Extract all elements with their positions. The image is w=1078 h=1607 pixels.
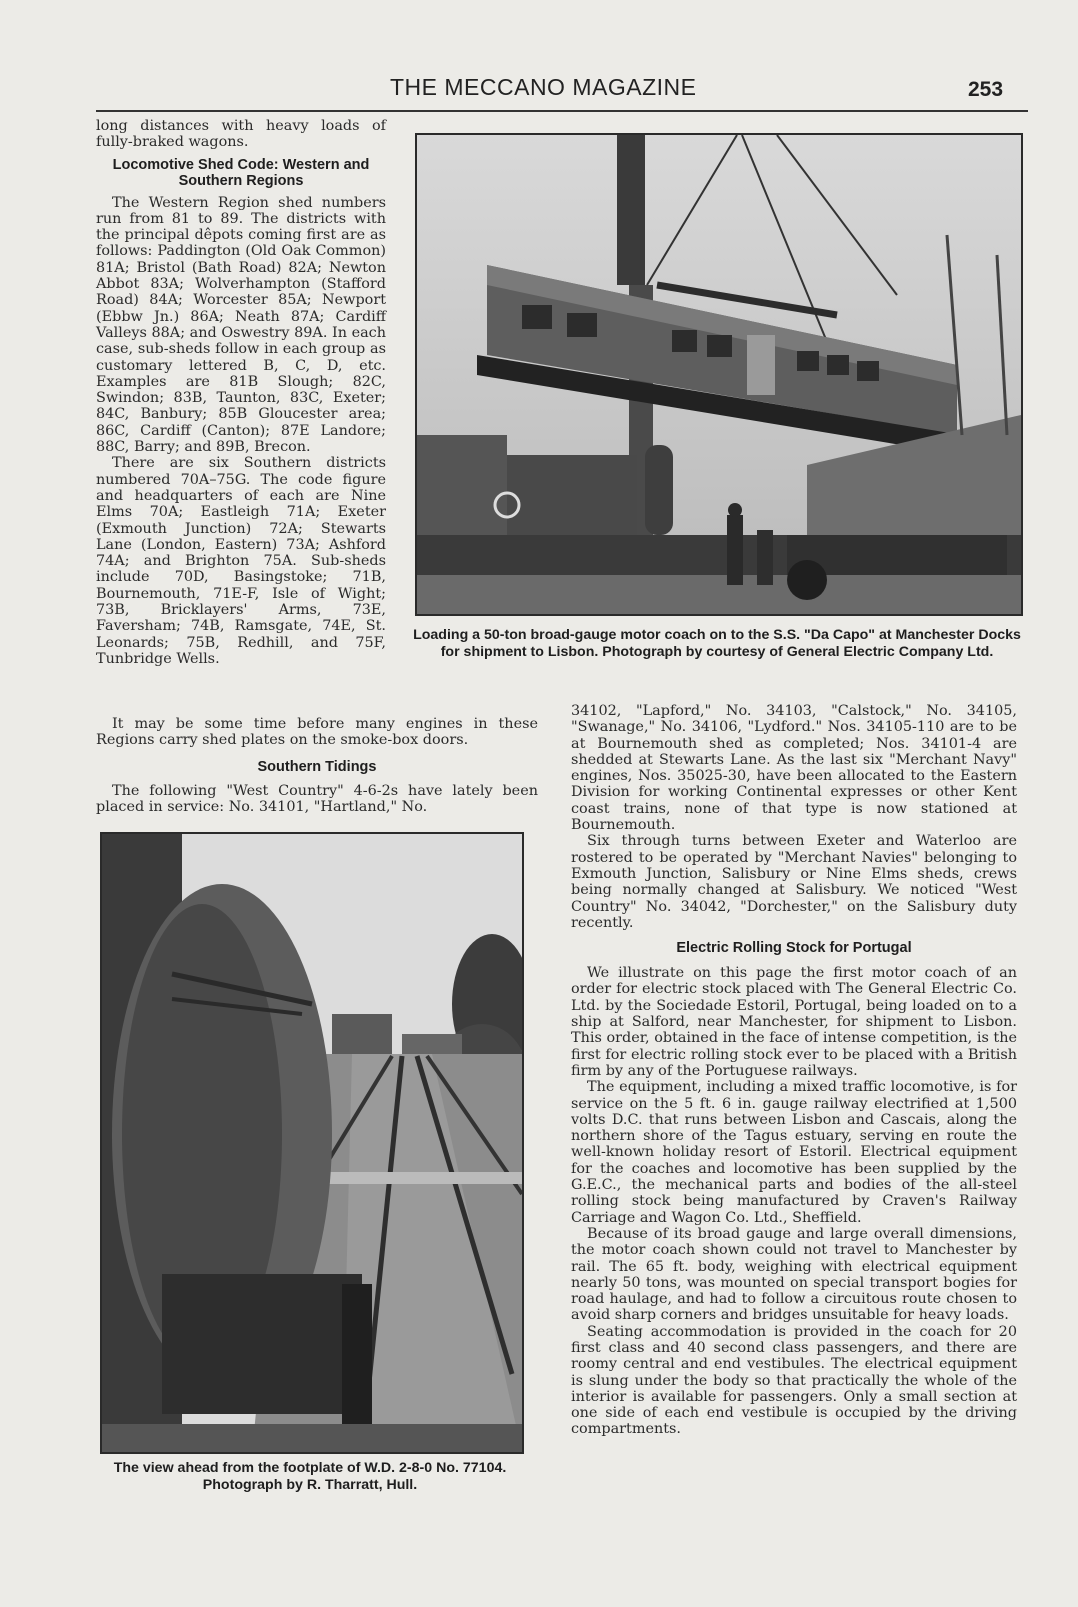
photo-loading-coach — [415, 133, 1023, 616]
footplate-photo-image — [102, 834, 522, 1452]
top-photo-caption: Loading a 50-ton broad-gauge motor coach on to the S.S. "Da Capo" at Manchester Docks for shipment to Lisbon. Photograph by courtesy of General Electric Company Ltd. — [413, 627, 1021, 660]
photo-footplate-view — [100, 832, 524, 1454]
heading-electric-portugal: Electric Rolling Stock for Portugal — [676, 940, 912, 957]
paragraph-through-turns: Six through turns between Exeter and Waterloo are rostered to be operated by "Merchant Navies" belonging to Exmouth Junction, Salisbury or Nine Elms sheds, crews being normally changed at Salisbury. We noticed "West Country" No. 34042, "Dorchester," on the Salisbury duty recently. — [571, 833, 1017, 931]
paragraph-tidings: The following "West Country" 4-6-2s have lately been placed in service: No. 34101, "Hartland," No. — [96, 782, 538, 815]
page-number: 253 — [968, 78, 1004, 101]
paragraph-tidings-cont: 34102, "Lapford," No. 34103, "Calstock," No. 34105, "Swanage," No. 34106, "Lydford." Nos. 34105-110 are to be at Bournemouth shed as completed; Nos. 34101-4 are shedded at Stewarts Lane. As the last six "Merchant Navy" engines, Nos. 35025-30, have been allocated to the Eastern Division for working Continental expresses or other Kent coast trains, none of that type is now stationed at Bournemouth. — [571, 703, 1017, 834]
paragraph-shed-plates: It may be some time before many engines in these Regions carry shed plates on the smoke-box doors. — [96, 716, 538, 749]
header-rule — [96, 110, 1028, 112]
heading-southern-tidings: Southern Tidings — [257, 758, 377, 775]
paragraph-broad-gauge: Because of its broad gauge and large overall dimensions, the motor coach shown could not travel to Manchester by rail. The 65 ft. body, weighing with electrical equipment nearly 50 tons, was mounted on special transport bogies for road haulage, and had to follow a circuitous route chosen to avoid sharp corners and bridges unsuitable for heavy loads. — [571, 1225, 1017, 1324]
paragraph-southern: There are six Southern districts numbered 70A–75G. The code figure and headquarters of each are Nine Elms 70A; Eastleigh 71A; Exeter (Exmouth Junction) 72A; Stewarts Lane (London, Eastern) 73A; Ashford 74A; and Brighton 75A. Sub-sheds include 70D, Basingstoke; 71B, Bournemouth, 71E-F, Isle of Wight; 73B, Bricklayers' Arms, 73E, Faversham; 74B, Ramsgate, 74E, St. Leonards; 75B, Redhill, and 75F, Tunbridge Wells. — [96, 455, 386, 667]
right-column — [571, 703, 1017, 1438]
paragraph-seating: Seating accommodation is provided in the coach for 20 first class and 40 second class passengers, and there are roomy central and end vestibules. The electrical equipment is slung under the body so that practically the whole of the interior is available for passengers. Only a small section at one side of each end vestibule is occupied by the driving compartments. — [571, 1323, 1017, 1438]
bottom-photo-caption: The view ahead from the footplate of W.D. 2-8-0 No. 77104. Photograph by R. Tharratt, Hull. — [113, 1460, 507, 1493]
magazine-title: THE MECCANO MAGAZINE — [390, 74, 697, 100]
paragraph-western: The Western Region shed numbers run from 81 to 89. The districts with the principal dêpots coming first are as follows: Paddington (Old Oak Common) 81A; Bristol (Bath Road) 82A; Newton Abbot 83A; Wolverhampton (Stafford Road) 84A; Worcester 85A; Newport (Ebbw Jn.) 86A; Neath 87A; Cardiff Valleys 88A; and Oswestry 89A. In each case, sub-sheds follow in each group as customary lettered B, C, D, etc. Examples are 81B Slough; 82C, Swindon; 83B, Taunton, 83C, Exeter; 84C, Banbury; 85B Gloucester area; 86C, Cardiff (Canton); 87E Landore; 88C, Barry; and 89B, Brecon. — [96, 194, 386, 456]
intro-text: long distances with heavy loads of fully-braked wagons. — [96, 118, 386, 151]
left-column-bottom — [96, 716, 538, 815]
coach-photo-image — [417, 135, 1021, 614]
heading-shed-code: Locomotive Shed Code: Western and Southern Regions — [112, 156, 370, 189]
left-column-top — [96, 118, 386, 673]
paragraph-illustrate: We illustrate on this page the first motor coach of an order for electric stock placed with The General Electric Co. Ltd. by the Sociedade Estoril, Portugal, being loaded on to a ship at Salford, near Manchester, for shipment to Lisbon. This order, obtained in the face of intense competition, is the first for electric rolling stock ever to be placed with a British firm by any of the Portuguese railways. — [571, 965, 1017, 1079]
paragraph-equipment: The equipment, including a mixed traffic locomotive, is for service on the 5 ft. 6 in. gauge railway electrified at 1,500 volts D.C. that runs between Lisbon and Cascais, along the northern shore of the Tagus estuary, serving en route the well-known holiday resort of Estoril. Electrical equipment for the coaches and locomotive has been supplied by the G.E.C., the mechanical parts and bodies of the all-steel rolling stock being manufactured by Craven's Railway Carriage and Wagon Co. Ltd., Sheffield. — [571, 1079, 1017, 1226]
